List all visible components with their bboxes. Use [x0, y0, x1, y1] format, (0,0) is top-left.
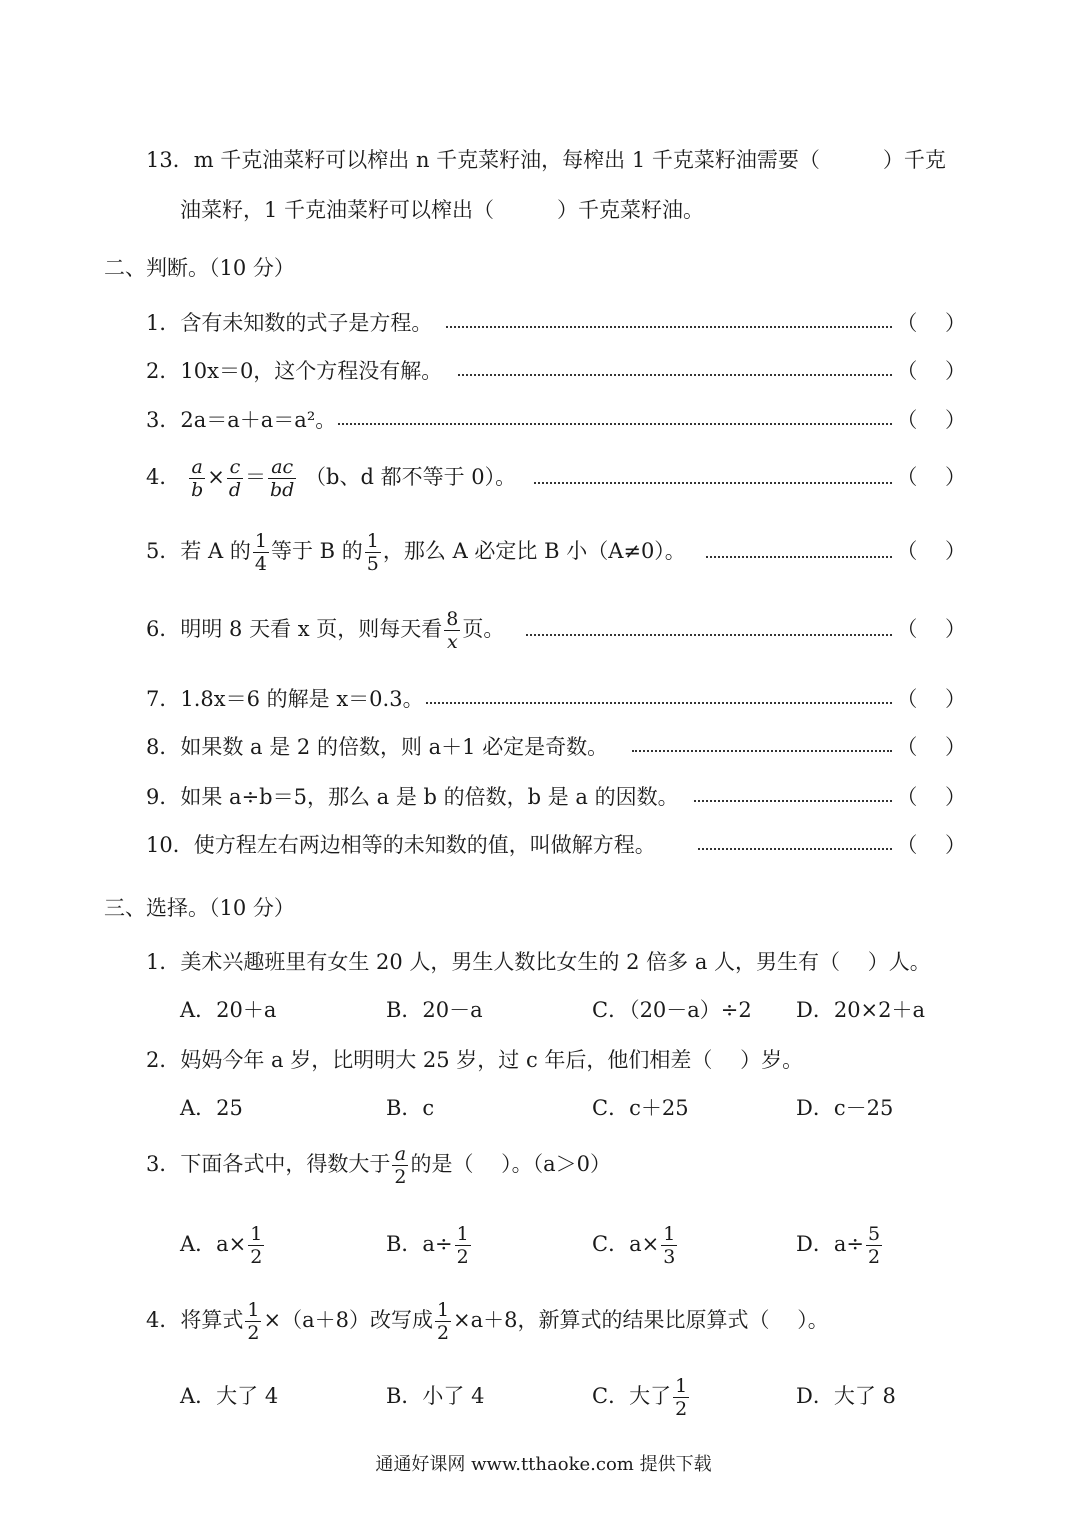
option-d: D．20×2＋a: [796, 998, 926, 1022]
judge-text: 2a＝a＋a＝a²。: [180, 408, 337, 432]
judge-item-7: [146, 684, 970, 714]
q13-line1: 13．m 千克油菜籽可以榨出 n 千克菜籽油，每榨出 1 千克菜籽油需要（ ）千克: [146, 148, 946, 172]
judge-item-9: [146, 782, 970, 812]
judge-text: 如果 a÷b＝5，那么 a 是 b 的倍数，b 是 a 的因数。: [180, 785, 679, 809]
option-a: A．25: [180, 1096, 243, 1120]
judge-item-3: [146, 405, 970, 435]
judge-num: 7．: [146, 687, 181, 711]
fraction: $\frac{ac}{bd}$: [270, 456, 295, 501]
fraction: $\frac{1}{2}$: [247, 1299, 260, 1344]
leader-dots: [458, 374, 892, 376]
judge-num: 9．: [146, 785, 181, 809]
fraction: $\frac{5}{2}$: [867, 1223, 881, 1268]
judge-item-5: 5．若 A 的 $\frac{1}{4}$ 等于 B 的 $\frac{1}{5}$ ，那么 A 必定比 B 小（A≠0）。 （ ）: [146, 530, 966, 575]
choice-q3-options: [180, 1214, 960, 1274]
fraction: $\frac{1}{2}$: [436, 1299, 450, 1344]
choice-q1-stem: 1．美术兴趣班里有女生 20 人，男生人数比女生的 2 倍多 a 人，男生有（ ）人。: [146, 950, 931, 974]
fraction: $\frac{1}{5}$: [366, 530, 379, 575]
section2-heading: 二、判断。（10 分）: [104, 256, 295, 280]
fraction: $\frac{c}{d}$: [228, 456, 242, 501]
answer-paren: （ ）: [896, 735, 966, 759]
option-a: A．20＋a: [180, 998, 277, 1022]
judge-text: 1.8x＝6 的解是 x＝0.3。: [180, 687, 424, 711]
choice-q1-options: [180, 980, 960, 1040]
judge-num: 3．: [146, 408, 181, 432]
leader-dots: [526, 634, 892, 636]
section3-heading: 三、选择。（10 分）: [104, 896, 295, 920]
judge-text: 10x＝0，这个方程没有解。: [180, 359, 443, 383]
answer-paren: （ ）: [896, 833, 966, 857]
leader-dots: [632, 750, 892, 752]
option-c: C．c＋25: [592, 1096, 689, 1120]
judge-item-2: [146, 356, 970, 386]
choice-q4-options: [180, 1366, 960, 1426]
answer-paren: （ ）: [896, 359, 966, 383]
option-d: D．a÷ $\frac{5}{2}$: [796, 1223, 881, 1268]
judge-num: 8．: [146, 735, 181, 759]
leader-dots: [698, 848, 892, 850]
option-a: A．a× $\frac{1}{2}$: [180, 1223, 263, 1268]
option-b: B．20－a: [386, 998, 483, 1022]
footer-credit: 通通好课网 www.tthaoke.com 提供下载: [375, 1454, 712, 1475]
judge-num: 4．: [146, 465, 181, 489]
judge-num: 5．: [146, 539, 181, 563]
choice-q2-stem: 2．妈妈今年 a 岁，比明明大 25 岁，过 c 年后，他们相差（ ）岁。: [146, 1048, 804, 1072]
fraction: $\frac{a}{2}$: [394, 1143, 407, 1188]
judge-num: 6．: [146, 617, 181, 641]
judge-item-1: [146, 308, 970, 338]
answer-paren: （ ）: [896, 687, 966, 711]
fraction: $\frac{1}{3}$: [663, 1223, 676, 1268]
leader-dots: [426, 702, 892, 704]
judge-text: 使方程左右两边相等的未知数的值，叫做解方程。: [193, 833, 656, 857]
judge-num: 2．: [146, 359, 181, 383]
judge-item-10: [146, 830, 970, 860]
fraction: $\frac{1}{2}$: [675, 1375, 688, 1420]
option-b: B．a÷ $\frac{1}{2}$: [386, 1223, 469, 1268]
leader-dots: [446, 326, 892, 328]
fraction: $\frac{1}{2}$: [250, 1223, 263, 1268]
judge-num: 10．: [146, 833, 194, 857]
choice-q3-stem: 3．下面各式中，得数大于 $\frac{a}{2}$ 的是（ ）。（a＞0）: [146, 1143, 612, 1188]
option-c: C．大了 $\frac{1}{2}$: [592, 1375, 688, 1420]
leader-dots: [534, 482, 892, 484]
answer-paren: （ ）: [896, 617, 966, 641]
answer-paren: （ ）: [896, 539, 966, 563]
option-a: A．大了 4: [180, 1384, 279, 1408]
choice-q2-options: [180, 1078, 960, 1138]
option-b: B．c: [386, 1096, 435, 1120]
option-b: B．小了 4: [386, 1384, 485, 1408]
judge-num: 1．: [146, 311, 181, 335]
answer-paren: （ ）: [896, 408, 966, 432]
choice-q4-stem: 4．将算式 $\frac{1}{2}$ ×（a＋8）改写成 $\frac{1}{2}$ ×a＋8，新算式的结果比原算式（ ）。: [146, 1299, 829, 1344]
judge-text: （b、d 都不等于 0）。: [305, 465, 517, 489]
answer-paren: （ ）: [896, 465, 966, 489]
option-d: D．大了 8: [796, 1384, 896, 1408]
fraction: $\frac{a}{b}$: [191, 456, 204, 501]
fraction: $\frac{1}{4}$: [254, 530, 267, 575]
answer-paren: （ ）: [896, 311, 966, 335]
judge-item-6: 6．明明 8 天看 x 页，则每天看 $\frac{8}{x}$ 页。 （ ）: [146, 608, 966, 653]
answer-paren: （ ）: [896, 785, 966, 809]
option-d: D．c－25: [796, 1096, 894, 1120]
judge-item-8: [146, 732, 970, 762]
q13-line2: 油菜籽，1 千克油菜籽可以榨出（ ）千克菜籽油。: [180, 198, 705, 222]
option-c: C．a× $\frac{1}{3}$: [592, 1223, 676, 1268]
judge-item-4: 4． $\frac{a}{b}$ × $\frac{c}{d}$ ＝ $\frac{ac}{bd}$ （b、d 都不等于 0）。 （ ）: [146, 456, 966, 501]
leader-dots: [694, 800, 892, 802]
leader-dots: [338, 423, 892, 425]
fraction: $\frac{1}{2}$: [456, 1223, 469, 1268]
judge-text: 如果数 a 是 2 的倍数，则 a＋1 必定是奇数。: [180, 735, 609, 759]
judge-text: 含有未知数的式子是方程。: [180, 311, 433, 335]
leader-dots: [706, 556, 892, 558]
fraction: $\frac{8}{x}$: [446, 608, 459, 653]
option-c: C．（20－a）÷2: [592, 998, 752, 1022]
